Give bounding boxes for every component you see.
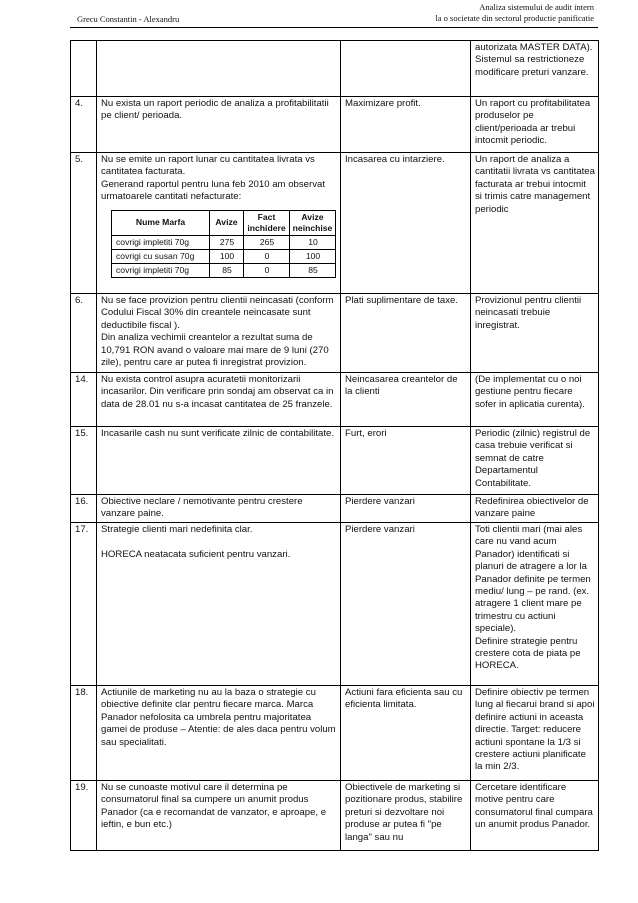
row-number: 4.: [71, 97, 97, 153]
table-row: [71, 153, 599, 294]
recommendation-cell: autorizata MASTER DATA). Sistemul sa restrictioneze modificare preturi vanzare.: [471, 41, 599, 97]
row-number: 16.: [71, 495, 97, 523]
table-row: [71, 781, 599, 851]
subtable-cell: 275: [210, 235, 244, 249]
header-author: Grecu Constantin - Alexandru: [77, 14, 180, 24]
risk-cell: Neincasarea creantelor de la clienti: [341, 373, 471, 427]
finding-cell: Nu se face provizion pentru clientii neincasati (conform Codului Fiscal 30% din creantele neincasate sunt deductibile fiscal ). Din analiza vechimii creantelor a rezultat suma de 10,791 RON avand o valoare mai mare de 9 luni (270 zile), pentru care ar putea fi inregistrat provizion.: [97, 294, 341, 373]
recommendation-cell: Definire obiectiv pe termen lung al fiecarui brand si apoi definire actiuni in aceasta directie. Target: reducere actiuni spontane la 1/3 si crestere actiuni planificate la min 2/3.: [471, 686, 599, 781]
row-number: 19.: [71, 781, 97, 851]
subtable-row: [112, 249, 336, 263]
subtable-header-row: [112, 210, 336, 235]
risk-cell: [341, 41, 471, 97]
risk-cell: Incasarea cu intarziere.: [341, 153, 471, 294]
risk-cell: Obiectivele de marketing si pozitionare produs, stabilire preturi si dezvoltare noi produse ar putea fi "pe langa" sau nu: [341, 781, 471, 851]
subtable-row: [112, 235, 336, 249]
subtable-cell: 0: [244, 249, 290, 263]
recommendation-cell: Toti clientii mari (mai ales care nu vand acum Panador) identificati si planuri de atragere a lor la Panador definite pe termen mediu/ lung – pe rand. (ex. atragere 1 client mare pe trimestru cu actiuni speciale). Definire strategie pentru crestere cota de piata pe HORECA.: [471, 523, 599, 686]
subtable-cell: covrigi impletiti 70g: [112, 235, 210, 249]
row-number: [71, 41, 97, 97]
subtable-header: Avize neinchise: [290, 210, 336, 235]
subtable-cell: 265: [244, 235, 290, 249]
header-title: [435, 2, 594, 24]
subtable-header: Nume Marfa: [112, 210, 210, 235]
recommendation-cell: Un raport cu profitabilitatea produselor pe client/perioada ar trebui intocmit periodic.: [471, 97, 599, 153]
finding-cell: [97, 41, 341, 97]
subtable-cell: covrigi cu susan 70g: [112, 249, 210, 263]
finding-cell: Nu exista un raport periodic de analiza a profitabilitatii pe client/ perioada.: [97, 97, 341, 153]
risk-cell: Furt, erori: [341, 427, 471, 495]
table-row: [71, 97, 599, 153]
finding-cell: Obiective neclare / nemotivante pentru crestere vanzare paine.: [97, 495, 341, 523]
table-row: [71, 523, 599, 686]
subtable-cell: 0: [244, 263, 290, 277]
risk-cell: Actiuni fara eficienta sau cu eficienta limitata.: [341, 686, 471, 781]
subtable-cell: 100: [210, 249, 244, 263]
finding-cell: Actiunile de marketing nu au la baza o strategie cu obiective definite clar pentru fiecare marca. Marca Panador nefolosita ca umbrela pentru majoritatea gamei de produse – Atentie: de ales daca pentru volum sau specialitati.: [97, 686, 341, 781]
risk-cell: Plati suplimentare de taxe.: [341, 294, 471, 373]
header-title-line1: Analiza sistemului de audit intern: [479, 2, 594, 12]
recommendation-cell: Periodic (zilnic) registrul de casa trebuie verificat si semnat de catre Departamentul Contabilitate.: [471, 427, 599, 495]
table-row: [71, 686, 599, 781]
subtable-header: Avize: [210, 210, 244, 235]
subtable-cell: covrigi impletiti 70g: [112, 263, 210, 277]
recommendation-cell: Provizionul pentru clientii neincasati trebuie inregistrat.: [471, 294, 599, 373]
subtable-row: [112, 263, 336, 277]
audit-findings-table: [70, 40, 599, 851]
finding-cell: [97, 153, 341, 294]
header-divider: [70, 27, 598, 28]
finding-cell: Nu se cunoaste motivul care il determina pe consumatorul final sa cumpere un anumit produs Panador (ca e recomandat de vanzator, e aproape, e ieftin, e bun etc.): [97, 781, 341, 851]
risk-cell: Pierdere vanzari: [341, 523, 471, 686]
row-number: 14.: [71, 373, 97, 427]
row-number: 6.: [71, 294, 97, 373]
risk-cell: Pierdere vanzari: [341, 495, 471, 523]
header-title-line2: la o societate din sectorul productie panificatie: [435, 13, 594, 23]
recommendation-cell: Cercetare identificare motive pentru care consumatorul final cumpara un anumit produs Panador.: [471, 781, 599, 851]
table-row: [71, 373, 599, 427]
table-row: [71, 294, 599, 373]
row-number: 15.: [71, 427, 97, 495]
table-row: [71, 495, 599, 523]
row-number: 17.: [71, 523, 97, 686]
recommendation-cell: Redefinirea obiectivelor de vanzare paine: [471, 495, 599, 523]
finding-text: Nu se emite un raport lunar cu cantitatea livrata vs cantitatea facturata. Generand raportul pentru luna feb 2010 am observat urmatoarele cantitati nefacturate:: [101, 154, 326, 203]
subtable-cell: 10: [290, 235, 336, 249]
finding-cell: Strategie clienti mari nedefinita clar. HORECA neatacata suficient pentru vanzari.: [97, 523, 341, 686]
risk-cell: Maximizare profit.: [341, 97, 471, 153]
recommendation-cell: Un raport de analiza a cantitatii livrata vs cantitatea facturata ar trebui intocmit si trimis catre management periodic: [471, 153, 599, 294]
subtable-cell: 85: [210, 263, 244, 277]
unbilled-quantities-table: [111, 210, 336, 278]
table-row: [71, 427, 599, 495]
table-row: [71, 41, 599, 97]
subtable-header: Fact inchidere: [244, 210, 290, 235]
subtable-cell: 100: [290, 249, 336, 263]
row-number: 18.: [71, 686, 97, 781]
row-number: 5.: [71, 153, 97, 294]
subtable-cell: 85: [290, 263, 336, 277]
recommendation-cell: (De implementat cu o noi gestiune pentru fiecare sofer in aplicatia curenta).: [471, 373, 599, 427]
finding-cell: Incasarile cash nu sunt verificate zilnic de contabilitate.: [97, 427, 341, 495]
finding-cell: Nu exista control asupra acuratetii monitorizarii incasarilor. Din verificare prin sondaj am observat ca in data de 28.01 nu s-a incasat cantitatea de 25 franzele.: [97, 373, 341, 427]
